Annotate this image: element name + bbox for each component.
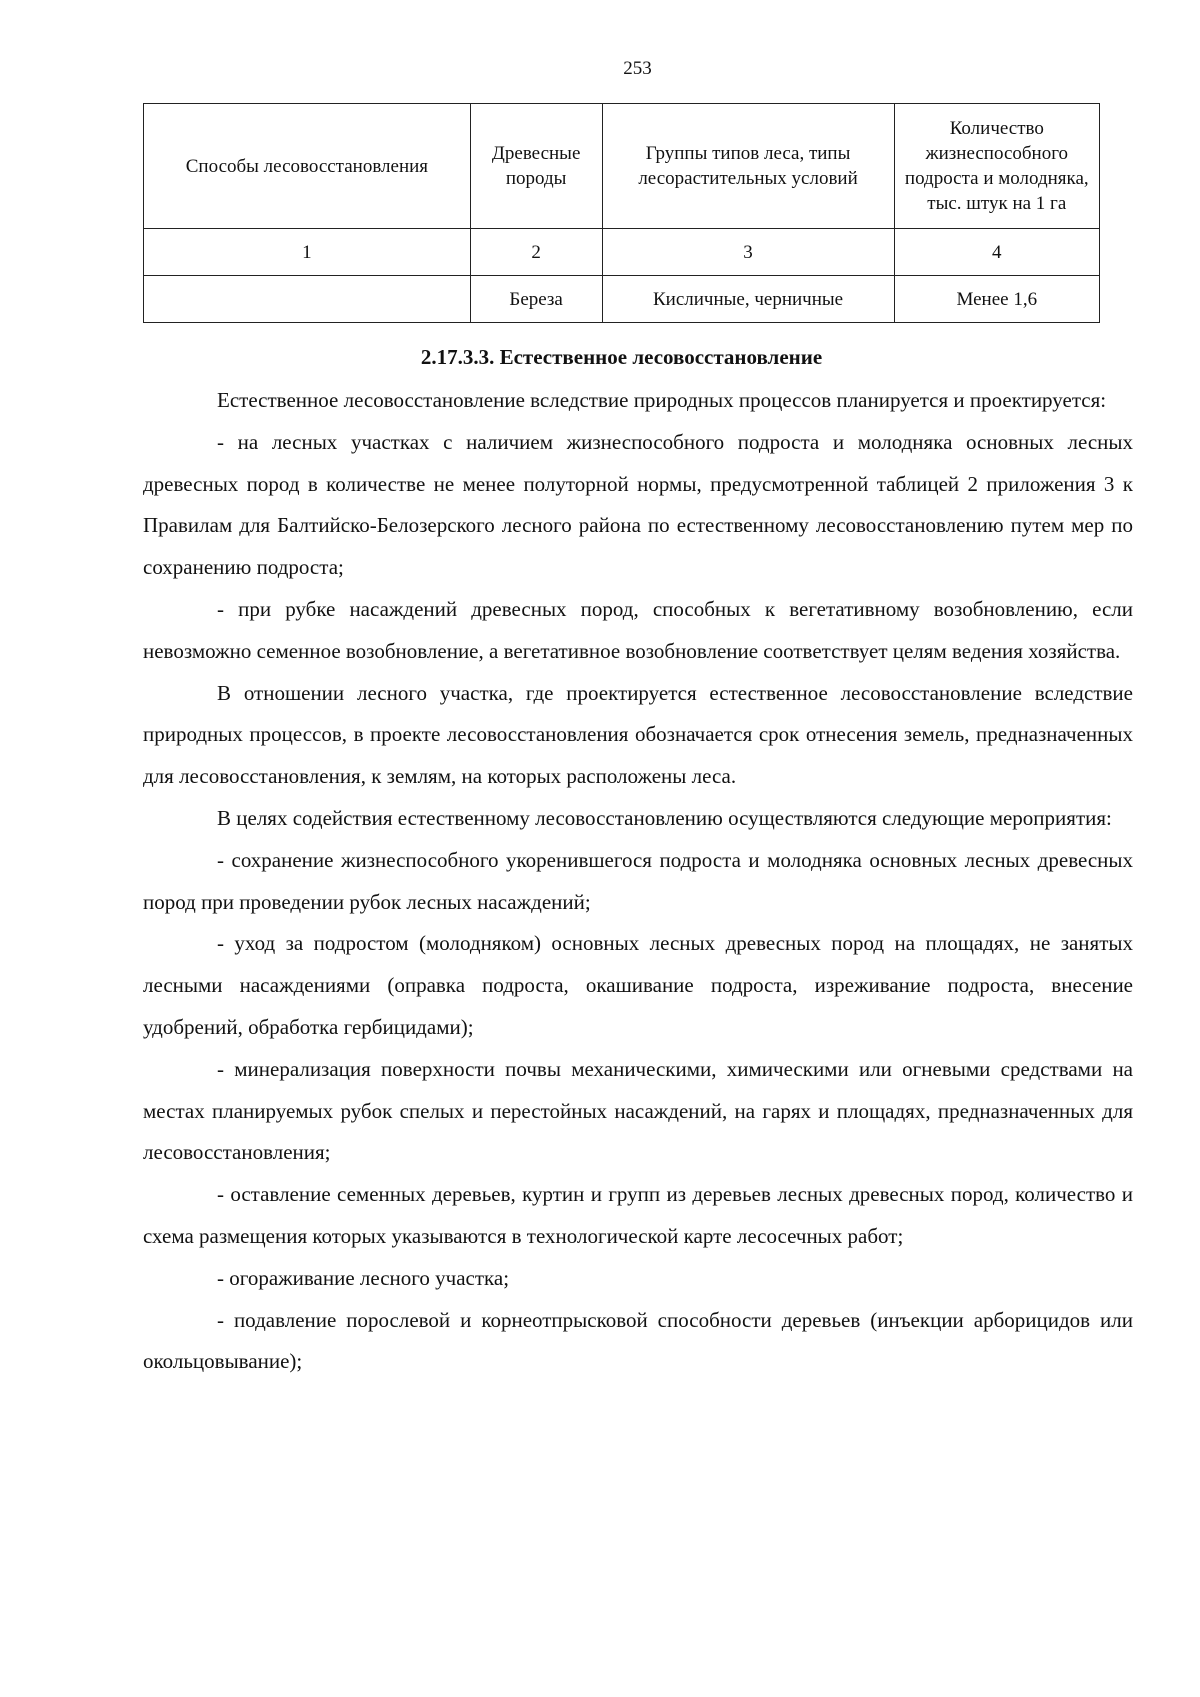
paragraph: - на лесных участках с наличием жизнеспособного подроста и молодняка основных лесных древесных пород в количестве не менее полуторной нормы, предусмотренной таблицей 2 приложения 3 к Правилам для Балтийско-Белозерского лесного района по естественному лесовосстановлению путем мер по сохранению подроста;	[143, 429, 1133, 580]
paragraph: - подавление порослевой и корнеотпрысковой способности деревьев (инъекции арборицидов или окольцовывание);	[143, 1307, 1133, 1374]
paragraph: В отношении лесного участка, где проектируется естественное лесовосстановление вследствие природных процессов, в проекте лесовосстановления обозначается срок отнесения земель, предназначенных для лесовосстановления, к землям, на которых расположены леса.	[143, 680, 1133, 789]
table-cell-count: Менее 1,6	[894, 276, 1099, 323]
paragraph: - уход за подростом (молодняком) основных лесных древесных пород на площадях, не занятых лесными насаждениями (оправка подроста, окашивание подроста, изреживание подроста, внесение удобрений, обработка гербицидами);	[143, 931, 1133, 1039]
page-number: 253	[623, 58, 652, 79]
paragraph: - минерализация поверхности почвы механическими, химическими или огневыми средствами на местах планируемых рубок спелых и перестойных насаждений, на гарях и площадях, предназначенных для лесовосстановления;	[143, 1056, 1133, 1165]
paragraph: - при рубке насаждений древесных пород, способных к вегетативному возобновлению, если невозможно семенное возобновление, а вегетативное возобновление соответствует целям ведения хозяйства.	[143, 596, 1133, 663]
header-species: Древесные породы	[470, 104, 602, 229]
column-number: 2	[470, 229, 602, 276]
table-cell-species: Береза	[470, 276, 602, 323]
paragraph: Естественное лесовосстановление вследствие природных процессов планируется и проектируется:	[217, 388, 1107, 412]
column-number: 1	[144, 229, 471, 276]
paragraph: В целях содействия естественному лесовосстановлению осуществляются следующие мероприятия:	[217, 805, 1112, 830]
column-number: 4	[894, 229, 1099, 276]
header-forest-types: Группы типов леса, типы лесорастительных условий	[602, 104, 894, 229]
table-row	[144, 276, 1100, 323]
section-body	[143, 380, 1133, 1383]
table-cell-method	[144, 276, 471, 323]
paragraph: - сохранение жизнеспособного укоренившегося подроста и молодняка основных лесных древесных пород при проведении рубок лесных насаждений;	[143, 847, 1133, 914]
column-number: 3	[602, 229, 894, 276]
reforestation-table	[143, 103, 1100, 323]
paragraph: - оставление семенных деревьев, куртин и групп из деревьев лесных древесных пород, количество и схема размещения которых указываются в технологической карте лесосечных работ;	[143, 1182, 1133, 1248]
header-methods: Способы лесовосстановления	[144, 104, 471, 229]
table-number-row	[144, 229, 1100, 276]
table-cell-forest-type: Кисличные, черничные	[602, 276, 894, 323]
table-header-row	[144, 104, 1100, 229]
header-undergrowth-count: Количество жизнеспособного подроста и молодняка, тыс. штук на 1 га	[894, 104, 1099, 229]
paragraph: - огораживание лесного участка;	[217, 1265, 510, 1290]
section-heading: 2.17.3.3. Естественное лесовосстановление	[420, 345, 823, 369]
